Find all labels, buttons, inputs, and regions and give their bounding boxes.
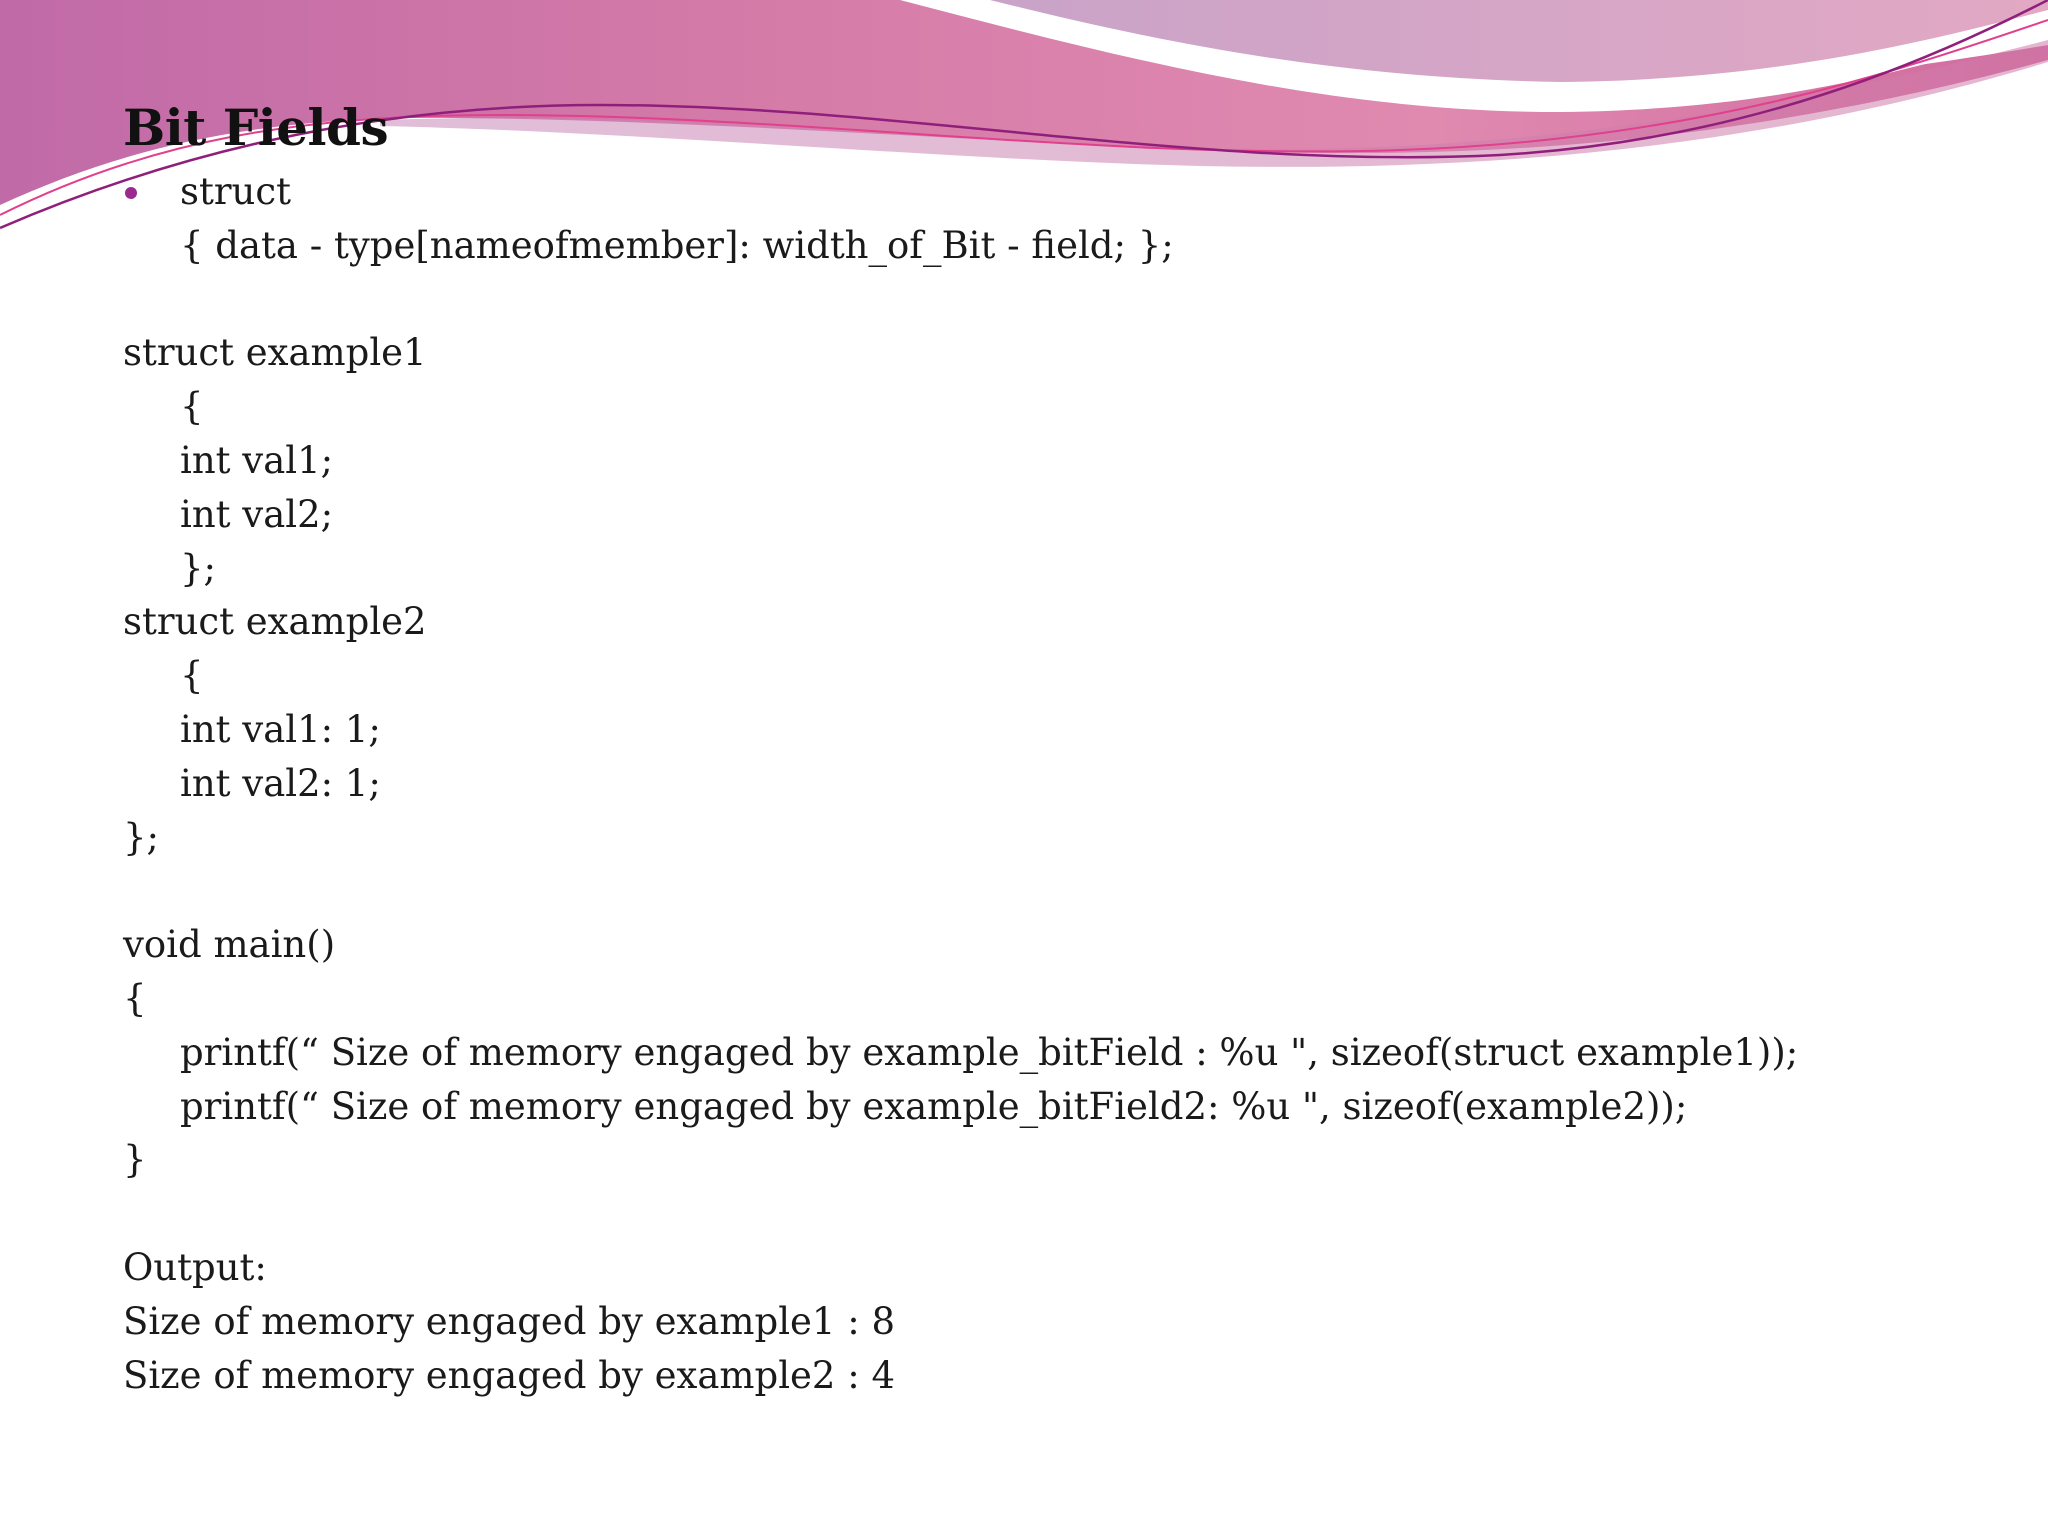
line-text: void main() — [123, 923, 336, 967]
body-line — [123, 1133, 2003, 1187]
body-line — [123, 380, 2003, 434]
line-text: int val2: 1; — [180, 761, 381, 805]
slide-body — [123, 165, 2003, 1402]
line-text: printf(“ Size of memory engaged by example_bitField2: %u ", sizeof(example2)); — [180, 1084, 1688, 1128]
body-line — [123, 1241, 2003, 1295]
line-text: int val1; — [180, 438, 334, 482]
line-text: { — [180, 654, 204, 698]
bullet-icon — [125, 187, 137, 199]
body-line — [123, 1349, 2003, 1403]
body-line — [123, 918, 2003, 972]
body-line — [123, 434, 2003, 488]
body-line — [123, 864, 2003, 918]
body-line — [123, 757, 2003, 811]
body-line — [123, 273, 2003, 327]
body-line — [123, 703, 2003, 757]
line-text: printf(“ Size of memory engaged by example_bitField : %u ", sizeof(struct example1)); — [180, 1030, 1799, 1074]
body-line — [123, 1295, 2003, 1349]
body-line — [123, 488, 2003, 542]
body-line — [123, 542, 2003, 596]
line-text: Output: — [123, 1245, 267, 1289]
line-text: }; — [180, 546, 217, 590]
line-text: } — [123, 1138, 147, 1182]
body-line — [123, 811, 2003, 865]
line-text: Size of memory engaged by example1 : 8 — [123, 1299, 895, 1343]
slide-title: Bit Fields — [123, 98, 389, 157]
line-text: { — [123, 976, 147, 1020]
body-line — [123, 972, 2003, 1026]
body-line — [123, 649, 2003, 703]
body-line — [123, 326, 2003, 380]
line-text: { — [180, 385, 204, 429]
body-line — [123, 595, 2003, 649]
line-text: int val1: 1; — [180, 707, 381, 751]
body-line — [123, 1080, 2003, 1134]
line-text: Size of memory engaged by example2 : 4 — [123, 1353, 895, 1397]
body-line — [123, 165, 2003, 219]
body-line — [123, 219, 2003, 273]
line-text: struct example2 — [123, 600, 427, 644]
body-line — [123, 1026, 2003, 1080]
line-text: int val2; — [180, 492, 334, 536]
body-line — [123, 1187, 2003, 1241]
line-text: struct example1 — [123, 331, 427, 375]
line-text: struct — [180, 170, 291, 213]
line-text: }; — [123, 815, 160, 859]
line-text: { data - type[nameofmember]: width_of_Bit - field; }; — [180, 223, 1174, 267]
